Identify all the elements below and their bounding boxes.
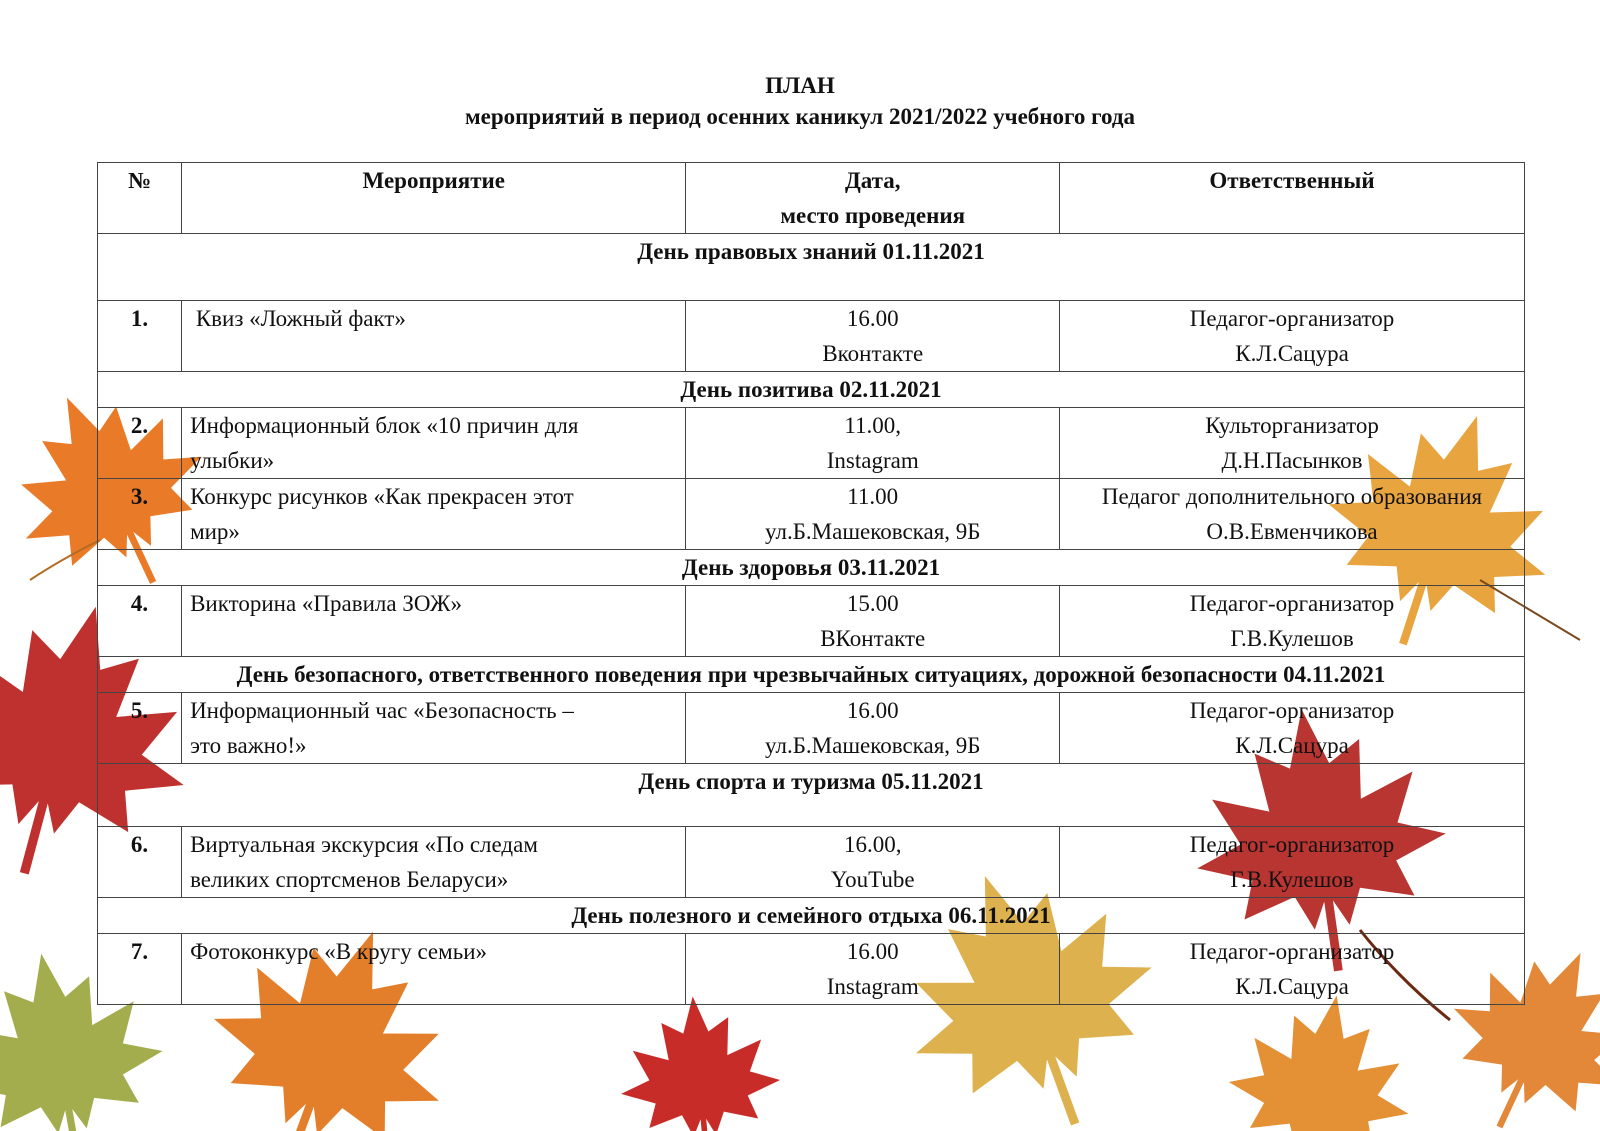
event-place: Вконтакте [822,341,924,366]
responsible-person: Д.Н.Пасынков [1221,448,1363,473]
event-time: 16.00, [843,832,902,857]
responsible-person: Г.В.Кулешов [1230,867,1354,892]
section-title: День спорта и туризма 05.11.2021 [98,764,1525,827]
event-cell [182,934,686,1005]
date-place-cell [686,301,1060,372]
table-row [98,693,1525,764]
event-time: 15.00 [846,591,899,616]
date-place-cell [686,479,1060,550]
event-name: Конкурс рисунков «Как прекрасен этот [190,484,574,509]
event-time: 16.00 [846,306,899,331]
row-number: 7. [98,934,182,1005]
responsible-person: О.В.Евменчикова [1206,519,1378,544]
event-place: ул.Б.Машековская, 9Б [764,733,981,758]
event-name: Викторина «Правила ЗОЖ» [190,591,462,616]
section-row [98,898,1525,934]
section-title: День здоровья 03.11.2021 [98,550,1525,586]
responsible-person: К.Л.Сацура [1235,341,1349,366]
event-time: 11.00 [847,484,899,509]
date-place-cell [686,934,1060,1005]
responsible-cell [1060,693,1525,764]
event-name-continued: мир» [190,519,240,544]
date-place-cell [686,693,1060,764]
section-row [98,234,1525,301]
event-place: ВКонтакте [820,626,926,651]
column-header-event: Мероприятие [182,163,686,234]
section-title: День позитива 02.11.2021 [98,372,1525,408]
responsible-role: Культорганизатор [1205,413,1379,438]
event-name: Информационный час «Безопасность – [190,698,574,723]
responsible-role: Педагог-организатор [1189,939,1395,964]
event-cell [182,827,686,898]
responsible-role: Педагог-организатор [1189,591,1395,616]
responsible-role: Педагог дополнительного образования [1101,484,1483,509]
event-name: Фотоконкурс «В кругу семьи» [190,939,487,964]
responsible-cell [1060,934,1525,1005]
document-subtitle: мероприятий в период осенних каникул 2021/2022 учебного года [464,104,1135,129]
event-time: 16.00 [846,698,899,723]
events-plan-table [97,162,1525,1005]
section-row [98,657,1525,693]
event-place: YouTube [830,867,915,892]
column-header-responsible: Ответственный [1060,163,1525,234]
event-name: Информационный блок «10 причин для [190,413,579,438]
responsible-cell [1060,479,1525,550]
event-time: 16.00 [846,939,899,964]
table-row [98,934,1525,1005]
responsible-cell [1060,586,1525,657]
event-name: Виртуальная экскурсия «По следам [190,832,538,857]
section-row [98,372,1525,408]
section-row [98,764,1525,827]
event-cell [182,693,686,764]
row-number: 4. [98,586,182,657]
table-row [98,301,1525,372]
event-name-continued: великих спортсменов Беларуси» [190,867,509,892]
event-cell [182,301,686,372]
event-place: Instagram [826,448,919,473]
section-row [98,550,1525,586]
event-name-continued: это важно!» [190,733,307,758]
column-header-date-place [686,163,1060,234]
table-row [98,827,1525,898]
leaf-bottom-red [613,989,787,1131]
section-title: День полезного и семейного отдыха 06.11.2021 [98,898,1525,934]
event-cell [182,408,686,479]
row-number: 6. [98,827,182,898]
row-number: 3. [98,479,182,550]
row-number: 1. [98,301,182,372]
section-title: День безопасного, ответственного поведения при чрезвычайных ситуациях, дорожной безопасности 04.11.2021 [98,657,1525,693]
event-place: ул.Б.Машековская, 9Б [764,519,981,544]
table-header-row [98,163,1525,234]
responsible-person: Г.В.Кулешов [1230,626,1354,651]
responsible-cell [1060,408,1525,479]
responsible-cell [1060,827,1525,898]
responsible-cell [1060,301,1525,372]
row-number: 2. [98,408,182,479]
date-place-cell [686,586,1060,657]
event-cell [182,479,686,550]
table-row [98,408,1525,479]
leaf-stem-left-top [30,540,100,580]
document-title: ПЛАН [765,73,835,98]
responsible-role: Педагог-организатор [1189,698,1395,723]
responsible-role: Педагог-организатор [1189,832,1395,857]
event-name: Квиз «Ложный факт» [190,306,406,331]
responsible-person: К.Л.Сацура [1235,733,1349,758]
date-place-cell [686,408,1060,479]
column-header-place: место проведения [780,203,966,228]
document-header [0,70,1600,132]
event-cell [182,586,686,657]
column-header-date: Дата, [844,168,901,193]
responsible-person: К.Л.Сацура [1235,974,1349,999]
date-place-cell [686,827,1060,898]
column-header-number: № [98,163,182,234]
table-row [98,479,1525,550]
table-row [98,586,1525,657]
event-place: Instagram [826,974,919,999]
event-time: 11.00, [844,413,902,438]
responsible-role: Педагог-организатор [1189,306,1395,331]
section-title: День правовых знаний 01.11.2021 [98,234,1525,301]
row-number: 5. [98,693,182,764]
event-name-continued: улыбки» [190,448,275,473]
